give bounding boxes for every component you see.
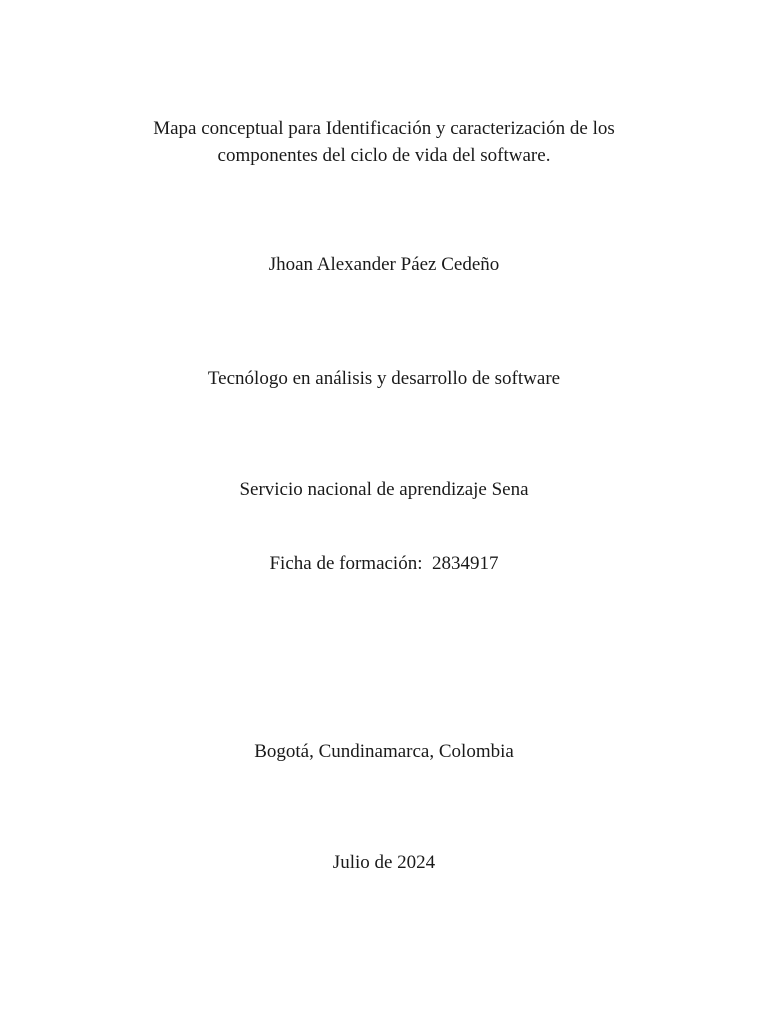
title-line-1: Mapa conceptual para Identificación y caracterización de los [153, 118, 615, 139]
document-title [0, 115, 768, 169]
program-name: Tecnólogo en análisis y desarrollo de software [207, 368, 561, 389]
date: Julio de 2024 [332, 852, 436, 873]
author-name: Jhoan Alexander Páez Cedeño [268, 254, 500, 275]
location: Bogotá, Cundinamarca, Colombia [254, 741, 514, 762]
title-line-2: componentes del ciclo de vida del software. [217, 145, 551, 166]
ficha-number: Ficha de formación: 2834917 [269, 553, 499, 574]
institution-name: Servicio nacional de aprendizaje Sena [239, 479, 529, 500]
